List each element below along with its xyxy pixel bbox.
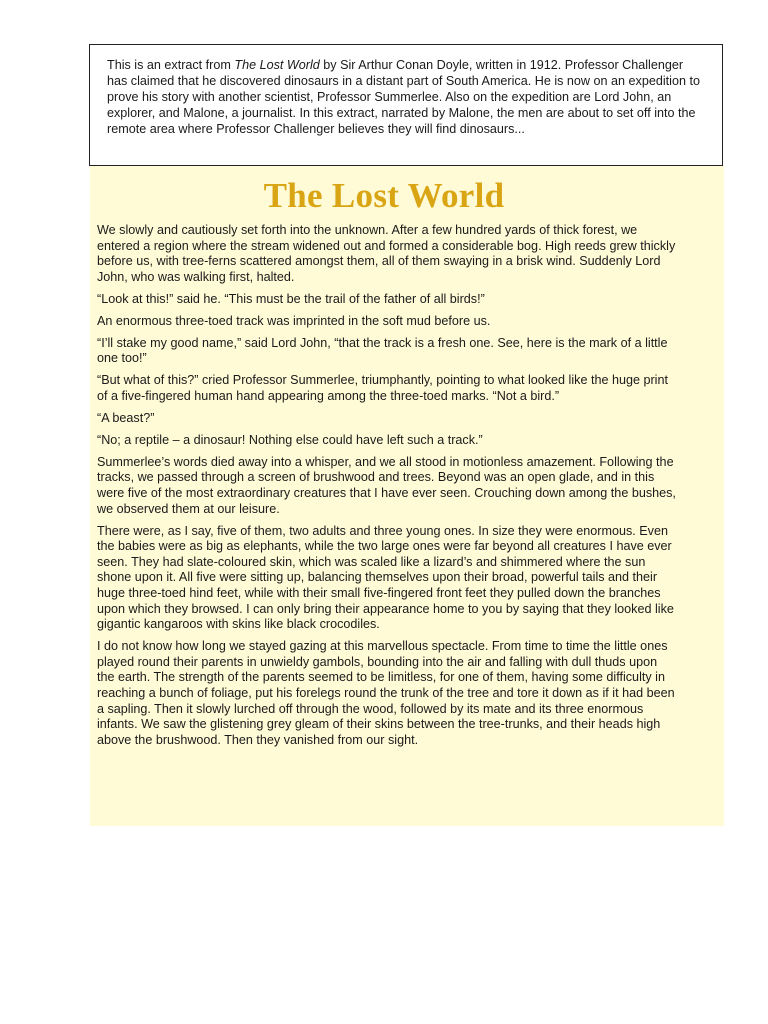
story-paragraph: I do not know how long we stayed gazing at this marvellous spectacle. From time to time the little ones played round their parents in unwieldy gambols, bounding into the air and falling with dull thuds upon the earth. The strength of the parents seemed to be limitless, for one of them, having some difficulty in reaching a bunch of foliage, put his forelegs round the trunk of the tree and tore it down as if it had been a sapling. Then it slowly lurched off through the wood, followed by its mate and its three enormous infants. We saw the glistening grey gleam of their skins between the tree-trunks, and their heads high above the brushwood. Then they vanished from our sight. bbox=[97, 639, 675, 747]
story-paragraph: “A beast?” bbox=[97, 410, 155, 425]
intro-text-end: by Sir Arthur Conan Doyle, written in 1912. Professor Challenger has claimed that he discovered dinosaurs in a distant part of South America. He is now on an expedition to prove his story with another scientist, Professor Summerlee. Also on the expedition are Lord John, an explorer, and Malone, a journalist. In this extract, narrated by Malone, the men are about to set off into the remote area where Professor Challenger believes they will find dinosaurs... bbox=[107, 58, 700, 137]
story-body bbox=[97, 223, 677, 755]
intro-book-title: The Lost World bbox=[234, 58, 320, 72]
story-title: The Lost World bbox=[263, 176, 505, 215]
story-paragraph: “No; a reptile – a dinosaur! Nothing else could have left such a track.” bbox=[97, 432, 483, 447]
intro-text-start: This is an extract from bbox=[107, 58, 235, 72]
intro-box bbox=[89, 44, 723, 166]
story-paragraph: “But what of this?” cried Professor Summerlee, triumphantly, pointing to what looked like the huge print of a five-fingered human hand appearing among the three-toed marks. “Not a bird.” bbox=[97, 373, 668, 403]
story-paragraph: We slowly and cautiously set forth into the unknown. After a few hundred yards of thick forest, we entered a region where the stream widened out and formed a considerable bog. High reeds grew thickly before us, with tree-ferns scattered amongst them, all of them swaying in a brisk wind. Suddenly Lord John, who was walking first, halted. bbox=[97, 223, 676, 284]
story-paragraph: An enormous three-toed track was imprinted in the soft mud before us. bbox=[97, 313, 491, 328]
story-paragraph: “Look at this!” said he. “This must be the trail of the father of all birds!” bbox=[97, 291, 485, 306]
story-paragraph: “I’ll stake my good name,” said Lord John, “that the track is a fresh one. See, here is the mark of a little one too!” bbox=[97, 335, 668, 366]
story-paragraph: There were, as I say, five of them, two adults and three young ones. In size they were enormous. Even the babies were as big as elephants, while the two large ones were far beyond all creatures I have ever seen. They had slate-coloured skin, which was scaled like a lizard’s and shimmered where the sun shone upon it. All five were sitting up, balancing themselves upon their broad, powerful tails and their huge three-toed hind feet, while with their small five-fingered front feet they pulled down the branches upon which they browsed. I can only bring their appearance home to you by saying that they looked like gigantic kangaroos with skins like black crocodiles. bbox=[97, 523, 674, 632]
story-paragraph: Summerlee’s words died away into a whisper, and we all stood in motionless amazement. Following the tracks, we passed through a screen of brushwood and trees. Beyond was an open glade, and in this were five of the most extraordinary creatures that I have ever seen. Crouching down among the bushes, we observed them at our leisure. bbox=[97, 454, 676, 516]
